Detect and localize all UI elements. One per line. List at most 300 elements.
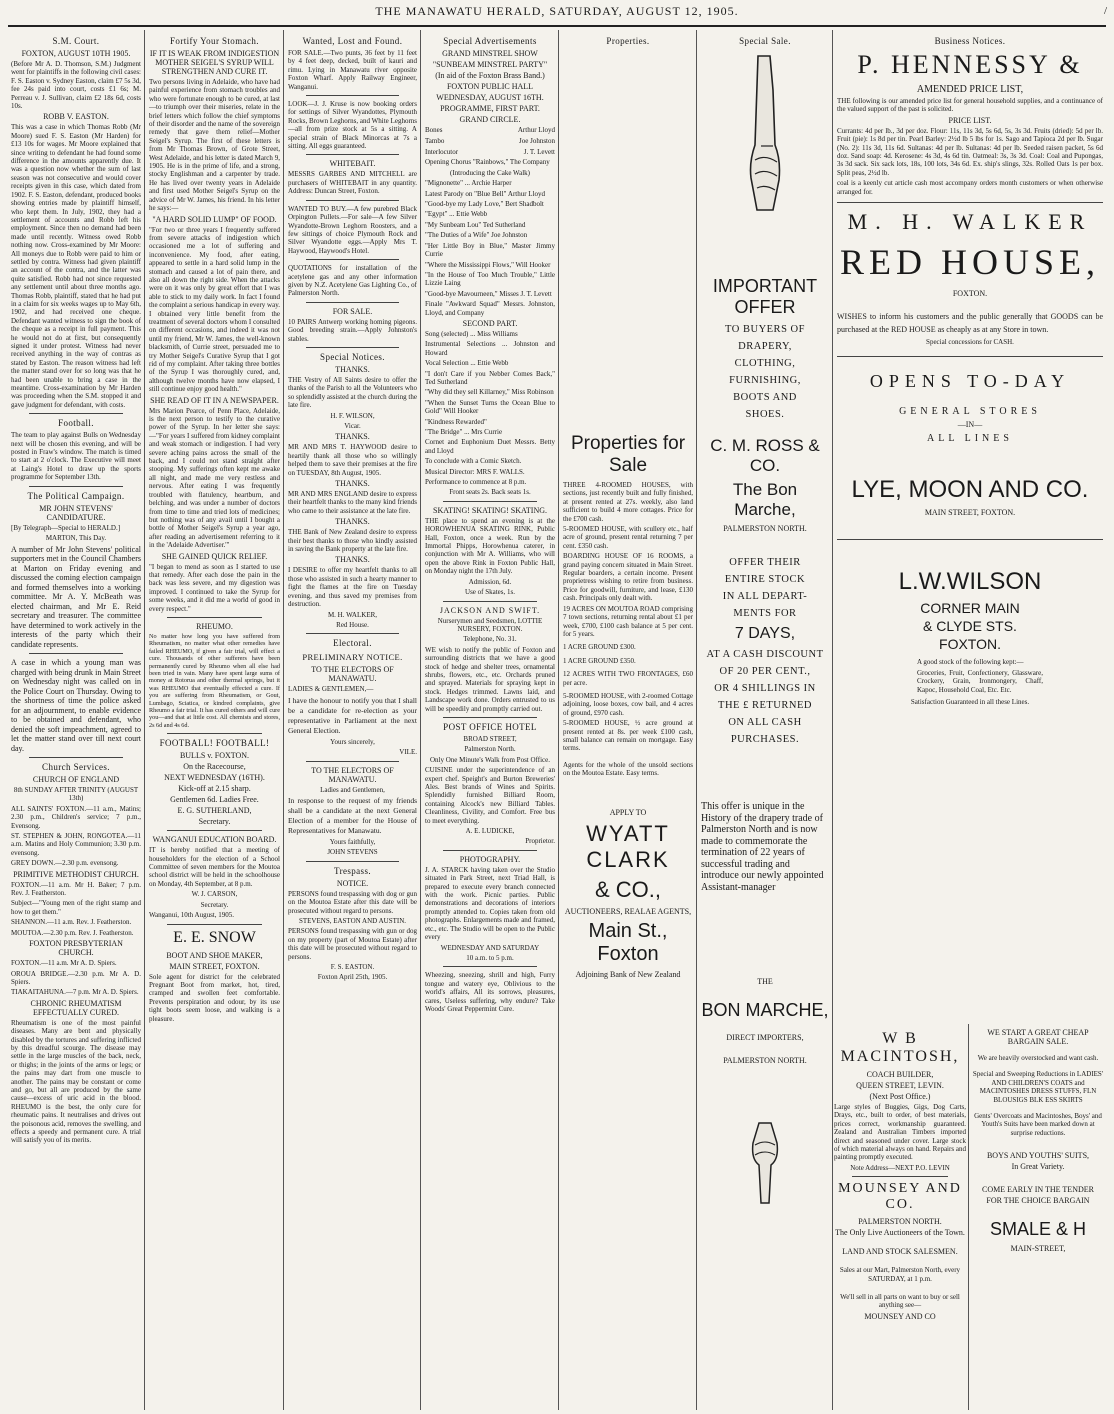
notice-text: Ladies and Gentlemen, <box>320 785 385 794</box>
ad-line: MENTS FOR <box>733 608 797 619</box>
programme-item: Musical Director: MRS F. WALLS. <box>425 467 525 476</box>
divider <box>852 1176 948 1177</box>
article-text: "For two or three years I frequently suffered from severe attacks of indigestion which occasioned me a lot of suffering and inconvenience. My food, after eating, appeared to settle in a hard solid lump in the stomach and caused a lot of pain there, and also all down the right side. When the attacks were on it was only by great effort that I was able to stick to my daily work. In fact I found the complaint a serious handicap in every way. I obtained very little benefit from the treatment of several doctors whom I consulted on different occasions, and indeed it was not until my friend, Mr W. James, the well-known blacksmith, of Currie street, persuaded me to try Mother Seigel's Curative Syrup that I got rid of my complaint. After taking three bottles of the Syrup I was thoroughly cured, and, although twelve months have now elapsed, I still continue enjoy good health." <box>149 225 280 394</box>
property-item: 1 ACRE GROUND £350. <box>563 656 636 665</box>
programme-item: Finale "Awkward Squad" Messrs. Johnston, Lloyd, and Company <box>425 300 555 317</box>
ad-line: FOXTON. <box>952 289 988 299</box>
price-list: Currants: 4d per lb., 3d per doz. Flour: 11s, 11s 3d, 5s 6d, 5s, 3s 3d. Fruits (dried): 5d per lb. Fruit (pie): 1s 8d per tin. Pearl Barley: 2½d lb 5 lbs for 1s. Sago and Tapioca 2d per lb. Sugar (No. 2): 11s 3d, 11s 6d. Sultanas: 4d per lb. Sultanas: 4d per lb. Seeded raisen packet, 5s 6d doz. Sand soap: 4d. Kerosene: 4s 3d, 4s 6d tin. Oatmeal: 3s, 3s 3d. Coal: Coal and Pupongas, 3s 3d sack. Six sack lots, 18s, 100 lots, 34s 6d. Ex. ship's slings, 32s. Rolled Oats 1s per box. Split peas, 2½d lb. <box>837 126 1103 177</box>
subheading: PRELIMINARY NOTICE. <box>302 652 403 663</box>
article-text: (Before Mr A. D. Thomson, S.M.) Judgment went for plaintiffs in the following civil cases: F. S. Easton v. Sydney Easton, claim £7 5s 3d, fee 24s paid into court, costs £1 6s; M. Perreau v. J. Sullivan, claim £2 18s 6d, costs 10s. <box>11 60 141 111</box>
case-title: ROBB V. EASTON. <box>43 112 109 122</box>
signature: Vicar. <box>344 422 361 430</box>
programme-item: Latest Parody on "Blue Bell" Arthur Lloyd <box>425 189 546 198</box>
subheading: IF IT IS WEAK FROM INDIGESTION MOTHER SEIGEL'S SYRUP WILL STRENGTHEN AND CURE IT. <box>149 49 280 76</box>
signature: W. J. CARSON, <box>191 890 238 899</box>
notice-text: I DESIRE to offer my heartfelt thanks to all those who assisted in such a hearty manner to fight the flames at the fire on Tuesday evening, and thus saved my premises from destruction. <box>288 566 417 609</box>
ad-line: DRAPERY, <box>738 341 792 352</box>
ad-text: Special concessions for CASH. <box>926 338 1014 347</box>
ad-line: CLOTHING, <box>734 358 796 369</box>
church-line: OROUA BRIDGE.—2.30 p.m. Mr A. D. Spiers. <box>11 969 141 986</box>
divider <box>167 924 262 925</box>
ad-line: Kick-off at 2.15 sharp. <box>178 784 251 794</box>
company-name: MOUNSEY AND CO <box>864 1311 936 1321</box>
subheading: THANKS. <box>335 555 370 565</box>
programme-item: "My Sunbeam Lou" Ted Sutherland <box>425 220 526 229</box>
section-heading: Business Notices. <box>934 36 1006 46</box>
subheading: WHITEBAIT. <box>329 159 376 169</box>
column-divider <box>696 30 697 1410</box>
ad-text: Satisfaction Guaranteed in all these Lines. <box>910 698 1030 707</box>
article-text: Two persons living in Adelaide, who have had painful experience from stomach troubles and who were fortunate enough to be cured, at last —to triumph over their miseries, relate in the brief letters which follow the chief symptoms of their disorder and the name of the sovereign remedy that gave them relief—Mother Seigel's Syrup. The first of these letters is from Mr Thomas Brown, of Grote Street, West Adelaide, and his letter is dated March 9, 1905. He is in the prime of life, and a strong, stocky Englishman and a carpenter by trade. He has lived over twenty years in Adelaide and first used Mother Seigel's Syrup on the advice of Mr W. James, his friend. In his letter he says:— <box>149 78 281 213</box>
signature: STEVENS, EASTON AND AUSTIN. <box>298 916 407 925</box>
programme-item: Tambo <box>425 136 445 145</box>
property-item: THREE 4-ROOMED HOUSES, with sections, just recently built and fully finished, at present rented at 27s. weekly, also land sufficient to build 4 more cottages. Price for the £700 cash. <box>563 481 693 523</box>
company-name: SMALE & H <box>989 1219 1087 1240</box>
ad-line: GRAND MINSTREL SHOW <box>442 49 538 58</box>
ad-line: PALMERSTON NORTH. <box>723 1056 807 1065</box>
ad-text: WISHES to inform his customers and the public generally that GOODS can be purchased at the RED HOUSE as cheaply as at any Store in town. <box>837 312 1103 335</box>
ad-text: Note Address—NEXT P.O. LEVIN <box>850 1163 950 1172</box>
programme-item: (Introducing the Cake Walk) <box>450 168 530 177</box>
section-heading: Wanted, Lost and Found. <box>302 36 403 46</box>
property-item: Agents for the whole of the unsold sections on the Moutoa Estate. Easy terms. <box>563 760 693 778</box>
programme-item: "Good-bye my Lady Love," Bert Shadbolt <box>425 200 544 209</box>
ad-text: CUISINE under the superintendence of an expert chef. Speight's and Burton Breweries' Ales. Best brands of Wines and Spirits. Splendidly furnished Billiard Room, containing Alcock's new Billiard Tables. Cleanliness, Civility, and Comfort. Free bus to meet everything. <box>425 766 555 825</box>
company-name: W B MACINTOSH, <box>840 1030 960 1065</box>
section-heading: S.M. Court. <box>52 36 100 46</box>
article-text: Mrs Marion Pearce, of Penn Place, Adelaide, is the next person to testify to the curative power of the Syrup. In her letter she says:—"For years I suffered from kidney complaint and weak stomach or indigestion. I had very severe aching pains across the small of the back, and I could not stand straight after stooping. My sufferings often kept me awake all night, and made me very restless and nervous. After eating I was frequently troubled with flatulency, heartburn, and belching, and was under a number of doctors from time to time and tried lots of medicines; but nothing was of any avail until I bought a bottle of Mother Seigel's Syrup a year ago, after reading an advertisement referring to it in the 'Adelaide Advertiser.'" <box>149 406 280 550</box>
divider <box>29 413 123 414</box>
divider <box>29 757 123 758</box>
church-line: FOXTON.—11 a.m. Mr A. D. Spiers. <box>11 959 117 968</box>
company-name: The Bon Marche, <box>732 480 798 519</box>
notice-text: THE Vestry of All Saints desire to offer the thanks of the Parish to all the Volunteers who so splendidly assisted at the church during the late fire. <box>288 375 417 410</box>
section-heading: Special Notices. <box>320 351 385 362</box>
divider <box>306 633 399 634</box>
company-name: P. HENNESSY & <box>857 50 1083 79</box>
notice-text: PERSONS found trespassing with dog or gun on the Moutoa Estate after this date will be prosecuted without regard to persons. <box>288 889 417 915</box>
ad-heading: IMPORTANT OFFER <box>712 276 818 317</box>
date-line: Foxton April 25th, 1905. <box>317 973 388 982</box>
store-name: RED HOUSE, <box>839 242 1100 283</box>
ad-line: (Next Post Office.) <box>869 1092 931 1101</box>
company-name: LYE, MOON AND CO. <box>851 476 1089 504</box>
divider <box>443 850 537 851</box>
divider <box>443 501 537 502</box>
section-heading: The Political Campaign. <box>27 490 125 501</box>
church-line: TIAKAITAHUNA.—7 p.m. Mr A. D. Spiers. <box>11 988 139 997</box>
ad-text: coal is a keenly cut article cash most accompany orders month customers or when otherwise arranged for. <box>837 179 1103 196</box>
column-3 <box>285 32 420 1408</box>
ad-line: 7 DAYS, <box>734 625 796 642</box>
church-line: GREY DOWN.—2.30 p.m. evensong. <box>11 859 119 868</box>
signature: Secretary. <box>200 900 229 909</box>
macintosh-ad <box>834 1026 966 1323</box>
company-name: & CO., <box>594 876 661 902</box>
divider <box>306 302 399 303</box>
ad-text: A good stock of the following kept:— <box>917 658 1024 667</box>
article-text: The team to play against Bulls on Wednesday next will be chosen this evening, and will be posted in Fraw's window. The match is timed to start at 2 o'clock. The Executive will meet at Laing's Hotel to draw up the sports programme for September 13th. <box>11 431 141 482</box>
ad-line: THE £ RETURNED <box>718 700 812 711</box>
programme-item: Vocal Selection ... Ettie Webb <box>425 359 509 368</box>
property-item: 5-ROOMED HOUSE, with scullery etc., half acre of ground, present rental returning 7 per cent. £350 cash. <box>563 525 693 550</box>
ad-line: OF 20 PER CENT., <box>719 666 811 677</box>
divider <box>306 347 399 348</box>
ad-line: Adjoining Bank of New Zealand <box>575 969 681 979</box>
programme-item: "The Duties of a Wife" Joe Johnston <box>425 231 528 240</box>
programme-item: "Kindness Rewarded" <box>425 417 487 426</box>
ad-line: PURCHASES. <box>730 734 800 745</box>
notice-text: I have the honour to notify you that I shall be a candidate for re-election as your representative in Parliament at the next General Election. <box>288 695 417 735</box>
programme-item: Song (selected) ... Miss Williams <box>425 329 518 338</box>
ad-line: BOYS AND YOUTHS' SUITS, <box>986 1151 1090 1161</box>
ad-line: SKATING! SKATING! SKATING. <box>433 505 547 515</box>
ad-text: Use of Skates, 1s. <box>465 588 515 597</box>
ad-line: WEDNESDAY, AUGUST 16TH. <box>436 93 544 102</box>
company-name: BON MARCHE, <box>701 1000 829 1020</box>
article-text: MARTON, This Day. <box>45 534 107 543</box>
programme-item: "I don't Care if you Nebber Comes Back," Ted Sutherland <box>425 369 555 386</box>
programme-item: "Her Little Boy in Blue," Master Jimmy Currie <box>425 241 555 259</box>
section-heading: Fortify Your Stomach. <box>170 36 259 46</box>
ad-heading: OPENS TO-DAY <box>869 371 1071 392</box>
article-text: No matter how long you have suffered from Rheumatism, no matter what other remedies have failed RHEUMO, if given a fair trial, will effect a cure. Thousands of other sufferers have been permanently cured by Rheumo when all else had been tried in vain. Many have spent large sums of money at Rotorua and other thermal springs, but it was RHEUMO that eventually effected a cure. If you are suffering from Rheumatism, or Gout, Lumbago, Sciatica, or kindred complaints, give Rheumo a fair trial. It has cured others and will cure you—and that at little cost. All chemists and stores, 2s 6d and 4s 6d. <box>149 632 280 729</box>
notice-text: THE Bank of New Zealand desire to express their best thanks to those who kindly assisted in saving the Bank property at the late fire. <box>288 528 417 554</box>
church-line: FOXTON.—11 a.m. Mr H. Baker; 7 p.m. Rev. J. Featherston. <box>11 880 141 898</box>
programme-item: J. T. Levett <box>523 148 555 157</box>
column-4 <box>422 32 558 1408</box>
article-text: A number of Mr John Stevens' political supporters met in the Council Chambers at Marton on Friday evening and discussed the coming election campaign and formed themselves into a working committee. Mr A. Y. McBeath was elected chairman, and Mr E. Reid secretary and treasurer. The committee have determined to work actively in the interests of the party which their candidate represents. <box>11 544 141 649</box>
notice-text: In response to the request of my friends shall be a candidate at the next General Election of a member for the House of Representatives for Manawatu. <box>288 795 417 835</box>
subheading: CHRONIC RHEUMATISM EFFECTUALLY CURED. <box>30 998 122 1017</box>
company-name: WYATT CLARK <box>586 820 670 872</box>
ad-text: J. A. STARCK having taken over the Studio situated in Park Street, next Triad Hall, is prepared to execute every branch connected with the work. Picnic parties. Public demonstrations and decorations of interiors promptly attended to. Copies taken from old photographs. Enlargements made and framed, etc., etc. The Studio will be open to the Public every <box>425 865 555 942</box>
subheading: THANKS. <box>335 479 370 489</box>
property-item: 12 ACRES WITH TWO FRONTAGES, £60 per acre. <box>563 670 693 687</box>
divider <box>443 601 537 602</box>
company-name: L.W.WILSON <box>898 568 1042 596</box>
subheading: TO THE ELECTORS OF MANAWATU. <box>311 665 394 684</box>
ad-line: APPLY TO <box>609 807 647 817</box>
programme-item: Instrumental Selections ... Johnston and Howard <box>425 340 555 357</box>
ad-line: MAIN-STREET, <box>1010 1244 1066 1254</box>
ad-heading: POST OFFICE HOTEL <box>443 721 537 732</box>
divider <box>167 830 262 831</box>
blank-space <box>701 895 829 975</box>
classified-ad: WANTED TO BUY.—A few purebred Black Orpington Pullets.—For sale—A few Silver Wyandotte-Brown Leghorn Roosters, and a few sittings of choice Plymouth Rock and Silver Wyandotte eggs.—Apply Mrs T. Haywood, Haywood's Hotel. <box>288 204 417 255</box>
blank-space <box>701 535 829 551</box>
ad-text: Gents' Overcoats and Macintoshes, Boys' and Youth's Suits have been marked down at surprise reductions. <box>974 1112 1102 1137</box>
signature: A. E. LUDICKE, <box>465 827 515 836</box>
article-text: A case in which a young man was charged with being drunk in Main Street on Wednesday night was called on in the Police Court on Thursday. Owing to the shortness of time the police asked for an adjournment, to enable evidence to be obtained and defendant, who denied the soft impeachment, agreed to let the matter stand over till next court day. <box>11 658 141 753</box>
ad-line: LAND AND STOCK SALESMEN. <box>842 1247 958 1257</box>
page-number: / <box>1103 5 1108 17</box>
ad-line: FOXTON PUBLIC HALL <box>446 82 534 91</box>
ad-text: Special and Sweeping Reductions in LADIES' AND CHILDREN'S COATS and MACINTOSHES DRESS STUFFS, FLN BLOUSIGS BLK ESS SKIRTS <box>972 1070 1104 1104</box>
subheading: FOXTON PRESBYTERIAN CHURCH. <box>29 939 123 958</box>
section-heading: Special Sale. <box>739 36 791 46</box>
signature: H. F. WILSON, <box>330 411 375 420</box>
signature: Yours sincerely, <box>330 737 375 746</box>
ad-text: 10 a.m. to 5 p.m. <box>466 953 514 962</box>
ad-heading: JACKSON AND SWIFT. <box>439 605 541 615</box>
ad-line: PROGRAMME, FIRST PART. <box>440 104 540 113</box>
programme-item: "Where the Mississippi Flows," Will Hooker <box>425 260 551 269</box>
ad-line: BULLS v. FOXTON. <box>179 751 250 761</box>
subheading: SHE READ OF IT IN A NEWSPAPER. <box>150 395 279 405</box>
programme-item: Joe Johnston <box>519 137 555 146</box>
column-divider <box>558 30 559 1410</box>
divider <box>306 200 399 201</box>
ad-line: NEXT WEDNESDAY (16TH). <box>164 773 265 783</box>
ad-text: Wheezing, sneezing, shrill and high, Furry tongue and watery eye, Oblivious to the world's affairs, All its sorrows, pleasures, cares, Useless suffering, why endure? Take Woods' Great Peppermint Cure. <box>425 971 555 1013</box>
ad-line: SECOND PART. <box>462 318 518 328</box>
subheading: NOTICE. <box>336 878 369 888</box>
section-heading: Electoral. <box>333 638 372 649</box>
ad-line: GRAND CIRCLE. <box>459 115 521 124</box>
company-address: CORNER MAIN <box>920 600 1020 617</box>
subheading: WANGANUI EDUCATION BOARD. <box>152 835 277 845</box>
company-name: M. H. WALKER <box>847 209 1093 235</box>
article-text: "I began to mend as soon as I started to use that remedy. After each dose the pain in the back was less severe, and my digestion was improved. I continued to take the Syrup for some weeks, and it did me a world of good in every respect." <box>149 562 280 613</box>
notice-text: MR AND MRS ENGLAND desire to express their heartfelt thanks to the many kind friends who came to their assistance at the late fire. <box>288 490 417 515</box>
ad-text: We'll sell in all parts on want to buy or sell anything see— <box>840 1293 960 1310</box>
ad-text: Admission, 6d. <box>468 577 512 586</box>
masthead <box>0 0 1114 26</box>
ad-line: (In aid of the Foxton Brass Band.) <box>435 71 545 80</box>
masthead-title: THE MANAWATU HERALD, SATURDAY, AUGUST 12, 1905. <box>375 4 739 18</box>
programme-item: Bones <box>425 126 443 134</box>
ad-line: "SUNBEAM MINSTREL PARTY" <box>432 60 548 69</box>
ad-text: We are heavily overstocked and want cash. <box>977 1054 1099 1062</box>
smale-ad <box>970 1026 1106 1255</box>
ad-line: —IN— <box>957 420 983 430</box>
column-2 <box>146 32 283 1408</box>
ad-line: THE <box>757 977 773 986</box>
programme-item: "Egypt" ... Ettie Webb <box>425 210 488 219</box>
pointing-hand-icon <box>743 50 787 220</box>
signature: Yours faithfully, <box>329 837 376 846</box>
ad-text: THE following is our amended price list for general household supplies, and a continuance of the valued support of the past is solicited. <box>837 97 1103 114</box>
divider <box>443 966 537 967</box>
ad-line: Secretary. <box>198 817 231 827</box>
signature: Proprietor. <box>525 837 555 846</box>
signature: M. H. WALKER, <box>327 610 378 619</box>
ad-heading: E. E. SNOW <box>173 928 256 946</box>
ad-line: PALMERSTON NORTH. <box>723 524 807 533</box>
programme-item: Opening Chorus "Rainbows," The Company <box>425 158 550 167</box>
programme-item: Performance to commence at 8 p.m. <box>425 478 527 487</box>
section-heading: Properties. <box>606 36 650 46</box>
church-line: SHANNON.—11 a.m. Rev. J. Featherston. <box>11 918 132 927</box>
column-divider <box>144 30 145 1410</box>
classified-ad: FOR SALE.—Two punts, 36 feet by 11 feet by 4 feet deep, decked, built of kauri and rimu. Lying in Manawatu river opposite Foxton Wharf. Apply Railway Engineer, Wanganui. <box>288 49 417 91</box>
column-6 <box>698 32 832 1408</box>
ad-text: Sales at our Mart, Palmerston North, every SATURDAY, at 1 p.m. <box>839 1266 961 1283</box>
subheading: TO THE ELECTORS OF MANAWATU. <box>311 765 394 784</box>
column-1 <box>8 32 144 1408</box>
notice-text: LADIES & GENTLEMEN,— <box>288 685 374 694</box>
ad-text: Telephone, No. 31. <box>463 635 517 644</box>
ad-text: Groceries, Fruit, Confectionery, Glassware, Crockery, Grain, Ironmongery, Chaff, Kapoc, Household Coal, Etc. Etc. <box>917 668 1043 694</box>
ad-line: In Great Variety. <box>1011 1162 1065 1172</box>
dateline: FOXTON, AUGUST 10TH 1905. <box>21 49 131 58</box>
article-text: This was a case in which Thomas Robb (Mr Moore) sued F. S. Easton (Mr Harden) for £13 10s for wages. Mr Moore explained that since writing to defendant he had found some difference in the amounts apparently due. It was a question now whether the sum of last season was not consecutive and would cover receipts given in this case, which dated from 1902. F. S. Easton, defendant, produced books showing entries made by plaintiff himself, who kept them. In July, 1902, they had a settlement of accounts and Robb left his employment. Since then no demand had been made until recently. Witness owed Robb nothing now. Cross-examined by Mr Moore: All moneys due to Robb were paid to him or settled by contra. Witness had given plaintiff an account of the contra, and the latter was quite satisfied. Robb had not since requested any settlement until about three months ago. Thomas Robb, plaintiff, stated that he had put in a claim for six weeks wages up to May 6th, 1902, and had received one cheque. Defendant wanted witness to sign the book of the cheque as a receipt in full payment. This he would not do at first, but consequently signed it under protest. Witness had never received anything in the way of contras as stated by Easton. The reason witness had left the matter stand over for so long was that he had been unable to bring a case in the meantime. Cross-examination by Mr Harden was proceeding when the S.M. stopped it and gave judgment for defendant, with costs. <box>11 123 141 409</box>
article-text: IT is hereby notified that a meeting of householders for the election of a School Committee of seven members for the Moutoa school district will be held in the schoolhouse on Monday, 4th September, at 8 p.m. <box>149 846 280 888</box>
divider <box>306 259 399 260</box>
ad-line: COACH BUILDER, <box>866 1070 934 1079</box>
blank-space <box>563 49 693 429</box>
church-line: ST. STEPHEN & JOHN, RONGOTEA.—11 a.m. Matins and Holy Communion; 3.30 p.m. evensong. <box>11 832 141 857</box>
section-heading: Church Services. <box>42 762 110 772</box>
date-line: Wanganui, 10th August, 1905. <box>149 911 234 920</box>
signature: F. S. EASTON. <box>330 963 375 971</box>
subheading: FOR SALE. <box>332 306 373 316</box>
ad-text: Palmerston North. <box>464 745 516 754</box>
programme-item: To conclude with a Comic Sketch. <box>425 457 522 466</box>
ad-heading: WE START A GREAT CHEAP BARGAIN SALE. <box>987 1028 1089 1046</box>
ad-line: AUCTIONEERS, REALAE AGENTS, <box>564 906 692 916</box>
notice-text: PERSONS found trespassing with gun or dog on my property (part of Moutoa Estate) after this date will be prosecuted without regard to persons. <box>288 927 417 961</box>
ad-line: PRICE LIST. <box>948 115 992 125</box>
divider <box>29 653 123 654</box>
ad-line: GENERAL STORES <box>899 406 1041 418</box>
programme-item: Cornet and Euphonium Duet Messrs. Betty and Lloyd <box>425 438 555 455</box>
subheading: "A HARD SOLID LUMP" OF FOOD. <box>152 214 277 224</box>
ad-text: Large styles of Buggies, Gigs, Dog Carts, Drays, etc., built to order, of best materials, prices correct, workmanship guaranteed. Zealand and Australian Timbers imported direct and seasoned under cover. Large stock of which material always on hand. Repairs and painting promptly executed. <box>834 1103 966 1162</box>
ad-line: E. G. SUTHERLAND, <box>177 806 252 816</box>
divider <box>306 154 399 155</box>
ad-text: BROAD STREET, <box>463 734 517 743</box>
company-address: Main St., Foxton <box>588 919 668 965</box>
signature: VILE. <box>399 748 417 757</box>
subheading: SHE GAINED QUICK RELIEF. <box>161 551 268 561</box>
pointing-hand-icon <box>745 1115 785 1205</box>
ad-text: THE place to spend an evening is at the HOROWHENUA SKATING RINK, Public Hall, Foxton, once a week. Run by the Immortal Phipps, Horowhenua caterer, in conjunction with Mr A. Williams, who will open the above Rink in Foxton Public Hall, on Monday night the 17th July. <box>425 516 555 576</box>
ad-line: OFFER THEIR <box>729 557 801 568</box>
ad-line: MAIN STREET, FOXTON. <box>169 961 260 971</box>
divider <box>306 761 399 762</box>
ad-text: WEDNESDAY AND SATURDAY <box>440 943 540 952</box>
programme-item: Front seats 2s. Back seats 1s. <box>449 488 531 497</box>
ad-line: AT A CASH DISCOUNT <box>706 649 824 660</box>
subheading: THANKS. <box>335 432 370 442</box>
ad-line: OR 4 SHILLINGS IN <box>714 683 816 694</box>
section-heading: Special Advertisements <box>443 36 537 46</box>
ad-text: Nurserymen and Seedsmen, LOTTIE NURSERY, FOXTON. <box>437 616 543 633</box>
subheading: PRIMITIVE METHODIST CHURCH. <box>13 869 139 879</box>
divider <box>443 717 537 718</box>
company-address: & CLYDE STS. <box>923 618 1017 635</box>
subheading: CHURCH OF ENGLAND <box>32 775 120 784</box>
ad-heading: FOOTBALL! FOOTBALL! <box>159 738 270 749</box>
section-heading: Trespass. <box>333 865 372 876</box>
ad-line: ALL LINES <box>927 433 1013 445</box>
article-text: 8th SUNDAY AFTER TRINITY (AUGUST 13th) <box>13 786 139 803</box>
classified-ad: LOOK—J. J. Kruse is now booking orders for settings of Silver Wyandottes, Plymouth Rocks, Brown Leghorns, and White Leghorns—all from prize stock at 5s a sitting. A special strain of Black Minorcas at 7s a sitting. All eggs guaranteed. <box>288 100 417 151</box>
divider <box>29 486 123 487</box>
ad-line: Gentlemen 6d. Ladies Free. <box>170 795 259 805</box>
programme-item: "In the House of Too Much Trouble," Little Lizzie Laing <box>425 270 555 288</box>
column-5 <box>560 32 696 1408</box>
blank-space <box>701 751 829 801</box>
property-item: 19 ACRES ON MOUTOA ROAD comprising 7 town sections, returning rental about £1 per week, £700, £100 cash balance at 5 per cent. for 5 years. <box>563 604 693 638</box>
divider <box>167 617 262 618</box>
signature: JOHN STEVENS <box>327 848 378 857</box>
article-text: Rheumatism is one of the most painful diseases. Many are bent and physically disabled by the tortures and suffering inflicted by this dreadful scourge. The disease may settle in the large muscles of the back, neck, or thighs; in the joints of the arms or legs; or the pains may dart from one muscle to another. The pains may be constant or come and go, but all are produced by the same cause—excess of uric acid in the blood. RHEUMO is the best, the only cure for rheumatic pains. It neutralises and drives out the poisonous acid, removes the swelling, and effects a speedy and permanent cure. A trial will satisfy you of its merits. <box>11 1018 141 1145</box>
ad-line: ENTIRE STOCK <box>724 574 806 585</box>
column-7 <box>834 32 1106 1408</box>
ad-line: COME EARLY IN THE TENDER <box>982 1185 1094 1195</box>
classified-ad: 10 PAIRS Antwerp working homing pigeons. Good breeding strain.—Apply Johnston's stables. <box>288 317 417 343</box>
ad-line: IN ALL DEPART- <box>722 591 808 602</box>
column-divider <box>832 30 833 1410</box>
divider <box>837 356 1103 357</box>
ad-text: WE wish to notify the public of Foxton and surrounding districts that we have a good stock of hedge and shelter trees, ornamental shrubs, flowers, etc., etc. Orchards pruned and sprayed. Materials for spraying kept in stock. Hedges trimmed. Lawns laid, and Landscape work done. Orders entrusted to us will be speedily and promptly carried out. <box>425 645 555 713</box>
divider <box>837 202 1103 203</box>
ad-line: TO BUYERS OF <box>725 324 805 335</box>
ad-line: FURNISHING, <box>729 375 801 386</box>
church-line: Subject—"Young men of the right stamp and how to get them." <box>11 899 141 916</box>
subheading: RHEUMO. <box>196 621 233 631</box>
programme-item: "Mignonette" ... Archie Harper <box>425 179 512 188</box>
programme-item: Arthur Lloyd <box>517 126 555 135</box>
blank-space <box>563 780 693 806</box>
divider <box>306 95 399 96</box>
ad-line: ON ALL CASH <box>728 717 802 728</box>
classified-ad: QUOTATIONS for installation of the acetylene gas and any other information given by N.Z. Acetylene Gas Lighting Co., of Palmerston North. <box>288 264 417 298</box>
subheading: THANKS. <box>335 517 370 527</box>
masthead-rule <box>8 25 1106 27</box>
divider <box>167 733 262 734</box>
ad-line: FOR THE CHOICE BARGAIN <box>986 1196 1090 1206</box>
programme-item: "The Bridge" ... Mrs Currie <box>425 428 503 436</box>
property-item: 1 ACRE GROUND £300. <box>563 643 636 652</box>
company-name: C. M. ROSS & CO. <box>710 436 820 475</box>
classified-ad: MESSRS GARBES AND MITCHELL are purchasers of WHITEBAIT in any quantity. Address: Duncan Street, Foxton. <box>288 170 417 196</box>
ad-line: AMENDED PRICE LIST, <box>916 84 1024 95</box>
ad-line: MAIN STREET, FOXTON. <box>924 508 1016 518</box>
divider <box>306 861 399 862</box>
notice-text: MR AND MRS T. HAYWOOD desire to heartily thank all those who so willingly helped them to save their premises at the fire on TUESDAY, 8th August, 1905. <box>288 443 417 477</box>
property-item: 5-ROOMED HOUSE, with 2-roomed Cottage adjoining, loose boxes, cow bail, and 4 acres of ground, £970 cash. <box>563 691 693 717</box>
ad-heading: Properties for Sale <box>570 433 686 476</box>
signature: Red House. <box>336 620 369 629</box>
ad-line: BOOTS AND <box>733 392 797 403</box>
article-text: [By Telegraph—Special to HERALD.] <box>11 523 121 532</box>
programme-item: Interlocutor <box>425 147 459 156</box>
column-divider <box>283 30 284 1410</box>
ad-line: The Only Live Auctioneers of the Town. <box>835 1228 965 1238</box>
ad-heading: PHOTOGRAPHY. <box>459 854 521 864</box>
divider <box>837 539 1103 540</box>
ad-line: On the Racecourse, <box>183 762 246 772</box>
subheading: MR JOHN STEVENS' CANDIDATURE. <box>39 503 113 522</box>
company-address: FOXTON. <box>939 636 1001 653</box>
ad-line: PALMERSTON NORTH. <box>858 1217 942 1227</box>
ad-text: This offer is unique in the History of the drapery trade of Palmerston North and is now made to commemorate the termination of 22 years of successful trading and introduce our newly appointed Assistant-manager <box>701 801 824 893</box>
property-item: 5-ROOMED HOUSE, ½ acre ground at present rented at 8s. per week £100 cash, small balance can remain on mortgage. Easy terms. <box>563 719 693 753</box>
ad-text: Only One Minute's Walk from Post Office. <box>429 755 550 764</box>
programme-item: "Why did they sell Killarney," Miss Robinson <box>425 388 554 397</box>
subheading: THANKS. <box>335 364 370 374</box>
ad-line: DIRECT IMPORTERS, <box>726 1033 804 1042</box>
programme-item: "When the Sunset Turns the Ocean Blue to Gold" Will Hooker <box>425 398 555 416</box>
company-name: MOUNSEY AND CO. <box>838 1181 962 1213</box>
ad-line: SHOES. <box>745 409 785 420</box>
column-divider <box>420 30 421 1410</box>
property-item: BOARDING HOUSE OF 16 ROOMS, a grand paying concern situated in Main Street. Regular boarders, a certain income. Present proprietress wishing to retire from business. Price for goodwill, furniture, and lease, £130 cash. Principals only dealt with. <box>563 552 693 603</box>
